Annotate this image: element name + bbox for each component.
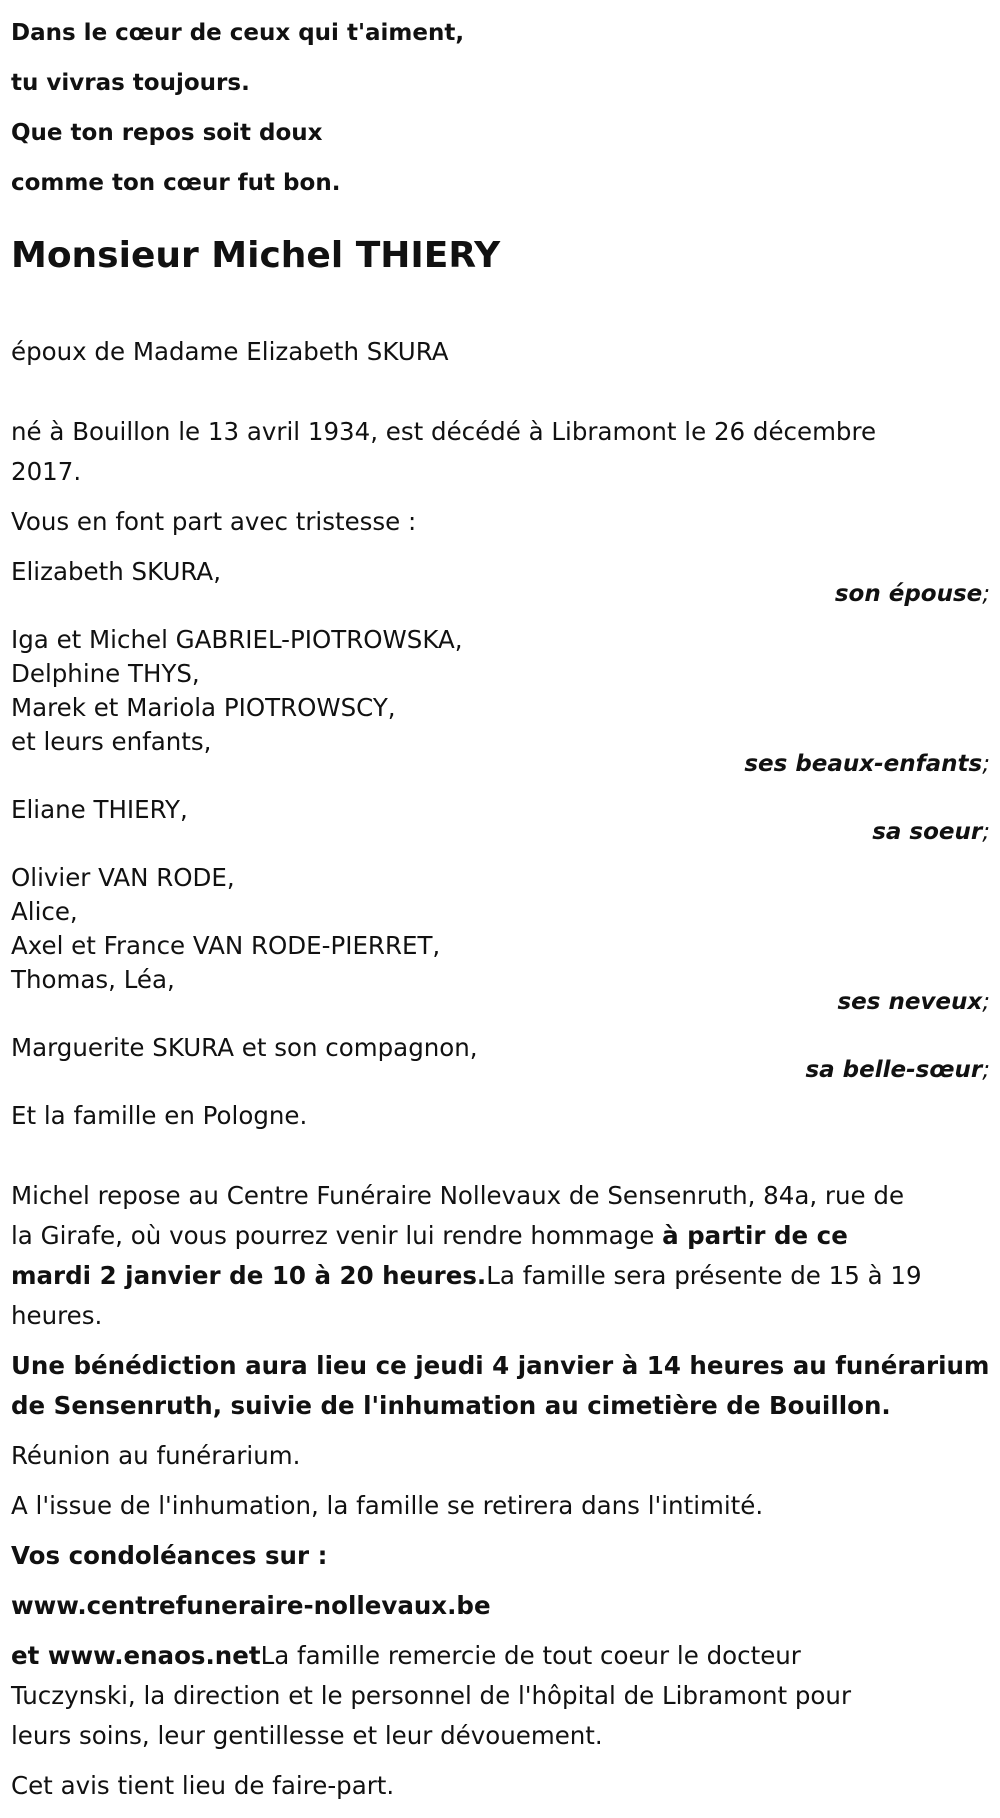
relation-text: ses beaux-enfants bbox=[744, 751, 983, 777]
family-name: Eliane THIERY, bbox=[11, 795, 188, 824]
announcement-intro: Vous en font part avec tristesse : bbox=[11, 507, 417, 536]
family-name: Iga et Michel GABRIEL-PIOTROWSKA, bbox=[11, 625, 463, 654]
blessing-info bbox=[11, 1346, 990, 1426]
repose-line-3 bbox=[11, 1256, 990, 1296]
relation-text: sa soeur bbox=[872, 819, 983, 845]
poem bbox=[11, 0, 990, 208]
condolences-label: Vos condoléances sur : bbox=[11, 1541, 328, 1570]
closing-note: Cet avis tient lieu de faire-part. bbox=[11, 1771, 395, 1800]
family-group-nephews bbox=[11, 858, 990, 1022]
blessing-line-1: Une bénédiction aura lieu ce jeudi 4 janvier à 14 heures au funérarium bbox=[11, 1351, 990, 1380]
repose-line-1: Michel repose au Centre Funéraire Nollevaux de Sensenruth, 84a, rue de bbox=[11, 1181, 905, 1210]
repose-family-presence: La famille sera présente de 15 à 19 bbox=[486, 1261, 922, 1290]
poem-line-4: comme ton cœur fut bon. bbox=[11, 170, 341, 196]
relation-suffix: ; bbox=[982, 581, 990, 607]
birth-death-info bbox=[11, 412, 990, 492]
family-group-spouse bbox=[11, 552, 990, 614]
family-group-sister-in-law bbox=[11, 1028, 990, 1090]
blessing-line-2: de Sensenruth, suivie de l'inhumation au cimetière de Bouillon. bbox=[11, 1391, 891, 1420]
thanks-line-1 bbox=[11, 1636, 990, 1676]
deceased-name: Monsieur Michel THIERY bbox=[11, 235, 501, 276]
website-link-1[interactable]: www.centrefuneraire-nollevaux.be bbox=[11, 1591, 491, 1620]
repose-line-2 bbox=[11, 1216, 990, 1256]
relation-text: ses neveux bbox=[837, 989, 983, 1015]
thanks-line-3: leurs soins, leur gentillesse et leur dévouement. bbox=[11, 1721, 603, 1750]
family-name: Delphine THYS, bbox=[11, 659, 200, 688]
spouse-line: époux de Madame Elizabeth SKURA bbox=[11, 337, 449, 366]
intimacy-note: A l'issue de l'inhumation, la famille se retirera dans l'intimité. bbox=[11, 1491, 764, 1520]
repose-date-start: à partir de ce bbox=[662, 1221, 848, 1250]
family-name: Axel et France VAN RODE-PIERRET, bbox=[11, 931, 441, 960]
family-name: Marguerite SKURA et son compagnon, bbox=[11, 1033, 478, 1062]
family-name: Alice, bbox=[11, 897, 78, 926]
family-group-stepchildren bbox=[11, 620, 990, 784]
website-link-2[interactable]: et www.enaos.net bbox=[11, 1641, 261, 1670]
family-name: et leurs enfants, bbox=[11, 727, 212, 756]
poem-line-2: tu vivras toujours. bbox=[11, 70, 250, 96]
relation-suffix: ; bbox=[982, 1057, 990, 1083]
relation-suffix: ; bbox=[982, 989, 990, 1015]
relation-text: son épouse bbox=[834, 581, 983, 607]
family-poland: Et la famille en Pologne. bbox=[11, 1101, 308, 1130]
birth-death-line-2: 2017. bbox=[11, 457, 82, 486]
family-name: Elizabeth SKURA, bbox=[11, 557, 221, 586]
family-name: Marek et Mariola PIOTROWSCY, bbox=[11, 693, 396, 722]
thanks-text: La famille remercie de tout coeur le docteur bbox=[260, 1641, 801, 1670]
family-group-sister bbox=[11, 790, 990, 852]
relation-suffix: ; bbox=[982, 819, 990, 845]
repose-info bbox=[11, 1176, 990, 1336]
thanks-note bbox=[11, 1636, 990, 1756]
family-name: Olivier VAN RODE, bbox=[11, 863, 235, 892]
reunion-note: Réunion au funérarium. bbox=[11, 1441, 301, 1470]
poem-line-3: Que ton repos soit doux bbox=[11, 120, 323, 146]
poem-line-1: Dans le cœur de ceux qui t'aiment, bbox=[11, 20, 465, 46]
thanks-line-2: Tuczynski, la direction et le personnel de l'hôpital de Libramont pour bbox=[11, 1681, 852, 1710]
repose-line-4: heures. bbox=[11, 1301, 103, 1330]
relation-suffix: ; bbox=[982, 751, 990, 777]
relation-text: sa belle-sœur bbox=[805, 1057, 983, 1083]
repose-date-hours: mardi 2 janvier de 10 à 20 heures. bbox=[11, 1261, 487, 1290]
repose-line-2-text: la Girafe, où vous pourrez venir lui rendre hommage bbox=[11, 1221, 663, 1250]
family-name: Thomas, Léa, bbox=[11, 965, 175, 994]
birth-death-line-1: né à Bouillon le 13 avril 1934, est décédé à Libramont le 26 décembre bbox=[11, 417, 877, 446]
